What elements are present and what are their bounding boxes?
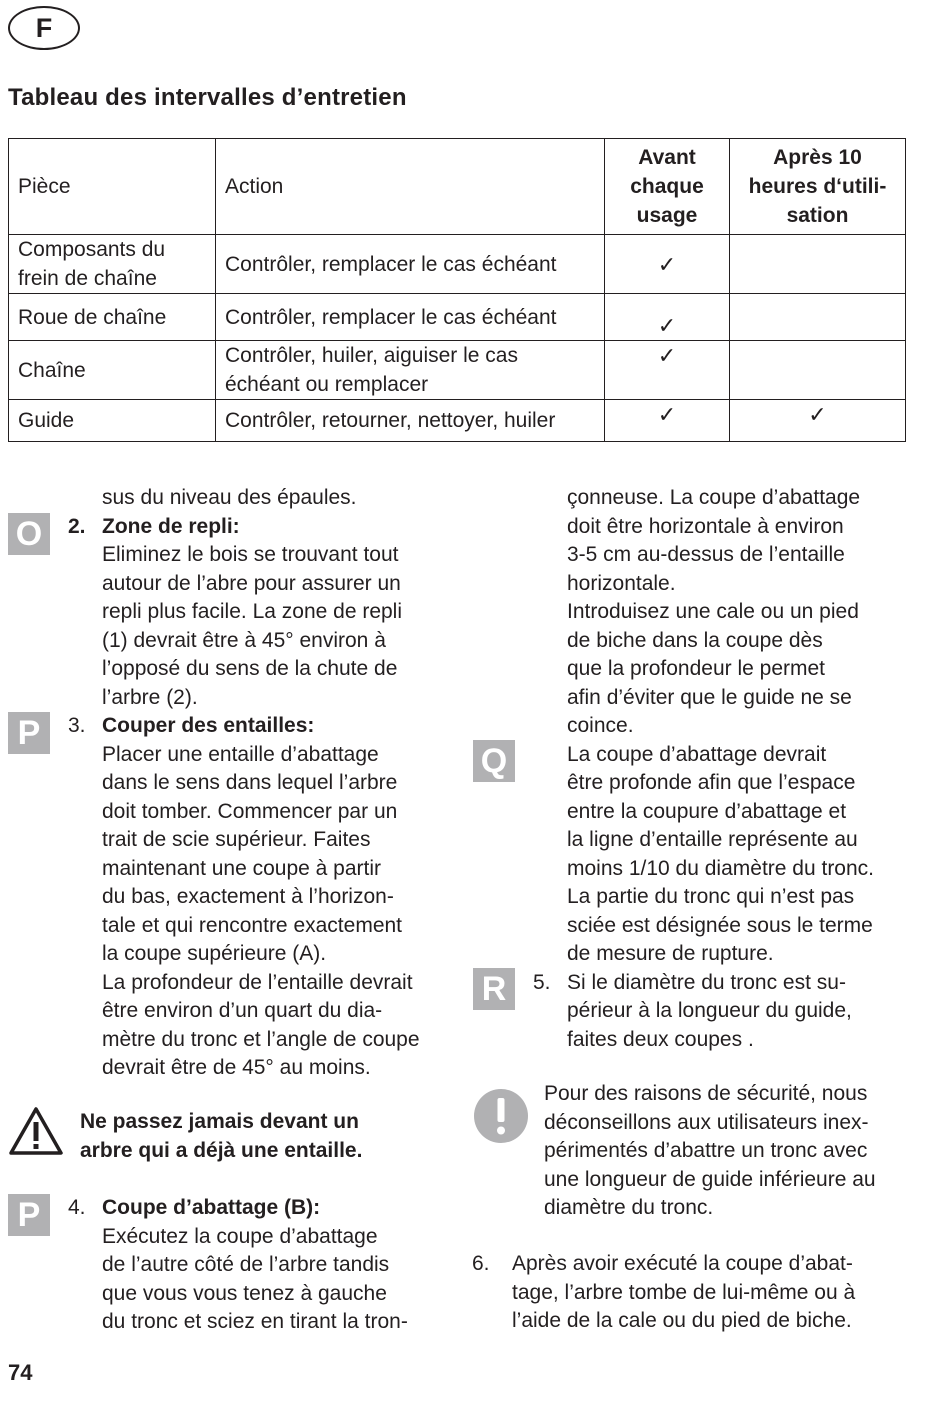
maintenance-table — [8, 138, 906, 442]
table-row — [9, 294, 906, 341]
left-column — [68, 484, 463, 1083]
header-piece: Pièce — [9, 139, 216, 235]
safety-note: Pour des raisons de sécurité, nous déconseillons aux utilisateurs inex- périmentés d’abattre un tronc avec une longueur de guide inférieure au diamètre du tronc. — [544, 1082, 876, 1219]
section-marker-p: P — [8, 1194, 50, 1236]
warning-triangle-icon — [8, 1106, 64, 1156]
right-column — [533, 484, 943, 1054]
section-marker-p: P — [8, 712, 50, 754]
header-action: Action — [216, 139, 605, 235]
page-number: 74 — [8, 1360, 33, 1385]
cell-action: Contrôler, huiler, aiguiser le cas échéant ou remplacer — [216, 341, 605, 400]
cell-after — [730, 235, 906, 294]
list-item: 5. Si le diamètre du tronc est su- périeur à la longueur du guide, faites deux coupes . — [533, 970, 852, 1051]
header-before-use: Avant chaque usage — [605, 139, 730, 235]
table-header-row — [9, 139, 906, 235]
warning-text: Ne passez jamais devant un arbre qui a déjà une entaille. — [80, 1110, 363, 1162]
cell-action: Contrôler, remplacer le cas échéant — [216, 294, 605, 341]
list-item: 2. Zone de repli: Eliminez le bois se trouvant tout autour de l’abre pour assurer un repli plus facile. La zone de repli (1) devrait être à 45° environ à l’opposé du sens de la chute de l’arbre (2). — [68, 513, 463, 713]
check-mark-icon: ✓ — [605, 294, 730, 341]
cell-piece: Roue de chaîne — [9, 294, 216, 341]
section-marker-o: O — [8, 513, 50, 555]
cell-after — [730, 294, 906, 341]
check-mark-icon: ✓ — [605, 400, 730, 442]
item-title: Zone de repli: — [102, 514, 240, 538]
exclamation-circle-icon — [473, 1088, 529, 1144]
header-after-10-hours: Après 10 heures d‘utili- sation — [730, 139, 906, 235]
item-title: Couper des entailles: — [102, 714, 315, 737]
table-row — [9, 235, 906, 294]
list-item: 6. Après avoir exécuté la coupe d’abat- tage, l’arbre tombe de lui-même ou à l’aide de la cale ou du pied de biche. — [472, 1252, 856, 1332]
table-row — [9, 341, 906, 400]
check-mark-icon: ✓ — [605, 235, 730, 294]
cell-action: Contrôler, remplacer le cas échéant — [216, 235, 605, 294]
section-marker-q: Q — [473, 740, 515, 782]
check-mark-icon: ✓ — [605, 341, 730, 400]
cell-piece: Composants du frein de chaîne — [9, 235, 216, 294]
cell-after — [730, 341, 906, 400]
left-column-bottom — [68, 1194, 463, 1337]
list-item: 4. Coupe d’abattage (B): Exécutez la coupe d’abattage de l’autre côté de l’arbre tandis que vous vous tenez à gauche du tronc et sciez en tirant la tron- — [68, 1194, 463, 1337]
right-column-bottom — [472, 1250, 942, 1336]
list-item: 3. Couper des entailles: Placer une entaille d’abattage dans le sens dans lequel l’arbre doit tomber. Commencer par un trait de scie supérieur. Faites maintenant une coupe à partir du bas, exactement à l’horizon- tale et qui rencontre exactement la coupe supérieure (A). La profondeur de l’entaille devrait être environ d’un quart du dia- mètre du tronc et l’angle de coupe devrait être de 45° au moins. — [68, 712, 463, 1083]
check-mark-icon: ✓ — [730, 400, 906, 442]
continuation-text: çonneuse. La coupe d’abattage doit être horizontale à environ 3-5 cm au-dessus de l’entaille horizontale. Introduisez une cale ou un pied de biche dans la coupe dès que la profondeur le permet afin d’éviter que le guide ne se coince. La coupe d’abattage devrait être profonde afin que l’espace entre la coupure d’abattage et la ligne d’entaille représente au moins 1/10 du diamètre du tronc. La partie du tronc qui n’est pas sciée est désignée sous le terme de mesure de rupture. — [567, 486, 875, 965]
section-marker-r: R — [473, 968, 515, 1010]
page-title: Tableau des intervalles d’entretien — [8, 84, 407, 111]
cell-piece: Guide — [9, 400, 216, 442]
language-badge — [8, 6, 80, 50]
continuation-line: sus du niveau des épaules. — [102, 486, 357, 509]
language-code: F — [35, 12, 53, 43]
item-title: Coupe d’abattage (B): — [102, 1196, 321, 1219]
table-row — [9, 400, 906, 442]
cell-piece: Chaîne — [9, 341, 216, 400]
cell-action: Contrôler, retourner, nettoyer, huiler — [216, 400, 605, 442]
